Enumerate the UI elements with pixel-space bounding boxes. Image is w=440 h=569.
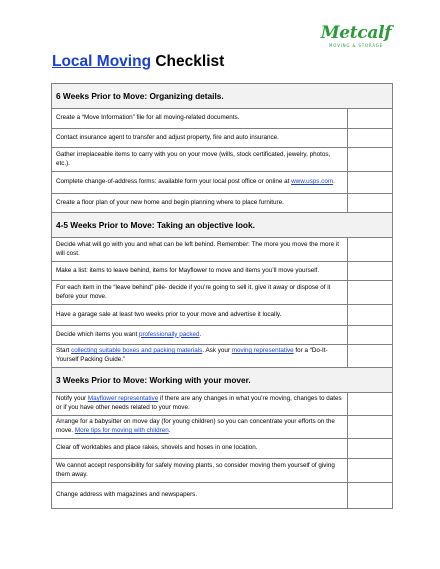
check-box[interactable] <box>348 172 393 194</box>
checklist-item <box>52 393 393 416</box>
item-text-part: Notify your <box>56 395 88 403</box>
checklist-item <box>52 439 393 459</box>
item-text-part: if there are any changes in what you’re moving, changes to dates or if you have other needs related to your move. <box>56 395 342 411</box>
item-text <box>52 326 348 345</box>
checklist-item <box>52 459 393 483</box>
item-text <box>52 416 348 439</box>
item-text-part: . <box>333 178 335 186</box>
check-box[interactable] <box>348 305 393 326</box>
item-link[interactable]: moving representative <box>231 347 294 355</box>
checklist-item <box>52 483 393 509</box>
item-text <box>52 459 348 483</box>
item-link[interactable]: More tips for moving with children <box>74 427 169 434</box>
title-text: Checklist <box>155 53 225 70</box>
logo-tagline: MOVING & STORAGE <box>328 43 384 48</box>
section-header <box>52 213 393 238</box>
item-text-part: Start <box>56 347 72 355</box>
checklist-item <box>52 416 393 439</box>
check-box[interactable] <box>348 194 393 213</box>
checklist-item <box>52 262 393 281</box>
checklist-item <box>52 109 393 129</box>
check-box[interactable] <box>348 238 393 262</box>
item-link[interactable]: professionally packed <box>138 330 200 338</box>
check-box[interactable] <box>348 129 393 148</box>
section-header <box>52 368 393 393</box>
item-text-part: Create a floor plan of your new home and begin planning where to place furniture. <box>56 198 284 206</box>
item-text-part: Create a “Move Information” file for all moving-related documents. <box>56 114 240 122</box>
checklist-item <box>52 129 393 148</box>
checklist-table <box>51 83 393 509</box>
item-text-part: . <box>199 330 202 338</box>
checklist-item <box>52 305 393 326</box>
check-box[interactable] <box>348 345 393 368</box>
item-text-part: Decide what will go with you and what can be left behind. Remember: The more you move the more it will cost. <box>56 240 340 257</box>
item-text-part: Complete change-of-address forms: available form your local post office or online at <box>56 178 292 186</box>
check-box[interactable] <box>348 262 393 281</box>
checklist-item <box>52 148 393 172</box>
check-box[interactable] <box>348 109 393 129</box>
checklist-item <box>52 281 393 305</box>
item-text-part: Arrange for a babysitter on move day (for young children) so you can concentrate your efforts on the move. <box>56 418 335 434</box>
item-text <box>52 305 348 326</box>
page-title <box>52 53 224 71</box>
company-logo <box>320 24 392 48</box>
item-text <box>52 194 348 213</box>
checklist-item <box>52 238 393 262</box>
checklist-item <box>52 345 393 368</box>
item-text-part: Make a list: items to leave behind, items for Mayflower to move and items you’ll move yourself. <box>56 266 320 274</box>
checklist-item <box>52 172 393 194</box>
item-text <box>52 148 348 172</box>
item-text-part: Gather irreplaceable items to carry with you on your move (wills, stock certificated, jewelry, photos, etc.). <box>56 150 331 167</box>
section-heading: 6 Weeks Prior to Move: Organizing details. <box>52 84 393 109</box>
item-text <box>52 262 348 281</box>
section-heading: 4-5 Weeks Prior to Move: Taking an objective look. <box>52 213 393 238</box>
check-box[interactable] <box>348 281 393 305</box>
item-text <box>52 129 348 148</box>
item-link[interactable]: collecting suitable boxes and packing materials <box>71 347 203 355</box>
item-text <box>52 172 348 194</box>
item-text-part: for a “Do-It-Yourself Packing Guide.” <box>56 347 328 363</box>
item-text <box>52 281 348 305</box>
check-box[interactable] <box>348 439 393 459</box>
check-box[interactable] <box>348 459 393 483</box>
item-text <box>52 109 348 129</box>
check-box[interactable] <box>348 148 393 172</box>
item-text-part: Change address with magazines and newspapers. <box>56 491 198 499</box>
item-text-part: We cannot accept responsibility for safely moving plants, so consider moving them yourself of giving them away. <box>56 461 335 478</box>
item-link[interactable]: www.usps.com <box>291 178 334 186</box>
checklist-item <box>52 194 393 213</box>
item-text <box>52 238 348 262</box>
check-box[interactable] <box>348 393 393 416</box>
check-box[interactable] <box>348 326 393 345</box>
item-text <box>52 439 348 459</box>
check-box[interactable] <box>348 416 393 439</box>
section-header <box>52 84 393 109</box>
item-text <box>52 345 348 368</box>
item-link[interactable]: Mayflower representative <box>87 395 159 403</box>
logo-name: Metcalf <box>320 23 392 43</box>
item-text <box>52 483 348 509</box>
section-heading: 3 Weeks Prior to Move: Working with your mover. <box>52 368 393 393</box>
item-text-part: Have a garage sale at least two weeks prior to your move and advertise it locally. <box>56 310 282 318</box>
title-link[interactable]: Local Moving <box>52 53 152 70</box>
item-text-part: . Ask your <box>202 347 232 355</box>
item-text-part: Contact insurance agent to transfer and adjust property, fire and auto insurance. <box>56 133 279 141</box>
check-box[interactable] <box>348 483 393 509</box>
item-text-part: . <box>168 427 171 434</box>
checklist-item <box>52 326 393 345</box>
item-text-part: For each item in the “leave behind” pile- decide if you’re going to sell it, give it away or dispose of it before your move. <box>56 283 331 300</box>
item-text-part: Decide which items you want <box>56 330 139 338</box>
item-text <box>52 393 348 416</box>
item-text-part: Clear off worktables and place rakes, shovels and hoses in one location. <box>56 444 258 452</box>
